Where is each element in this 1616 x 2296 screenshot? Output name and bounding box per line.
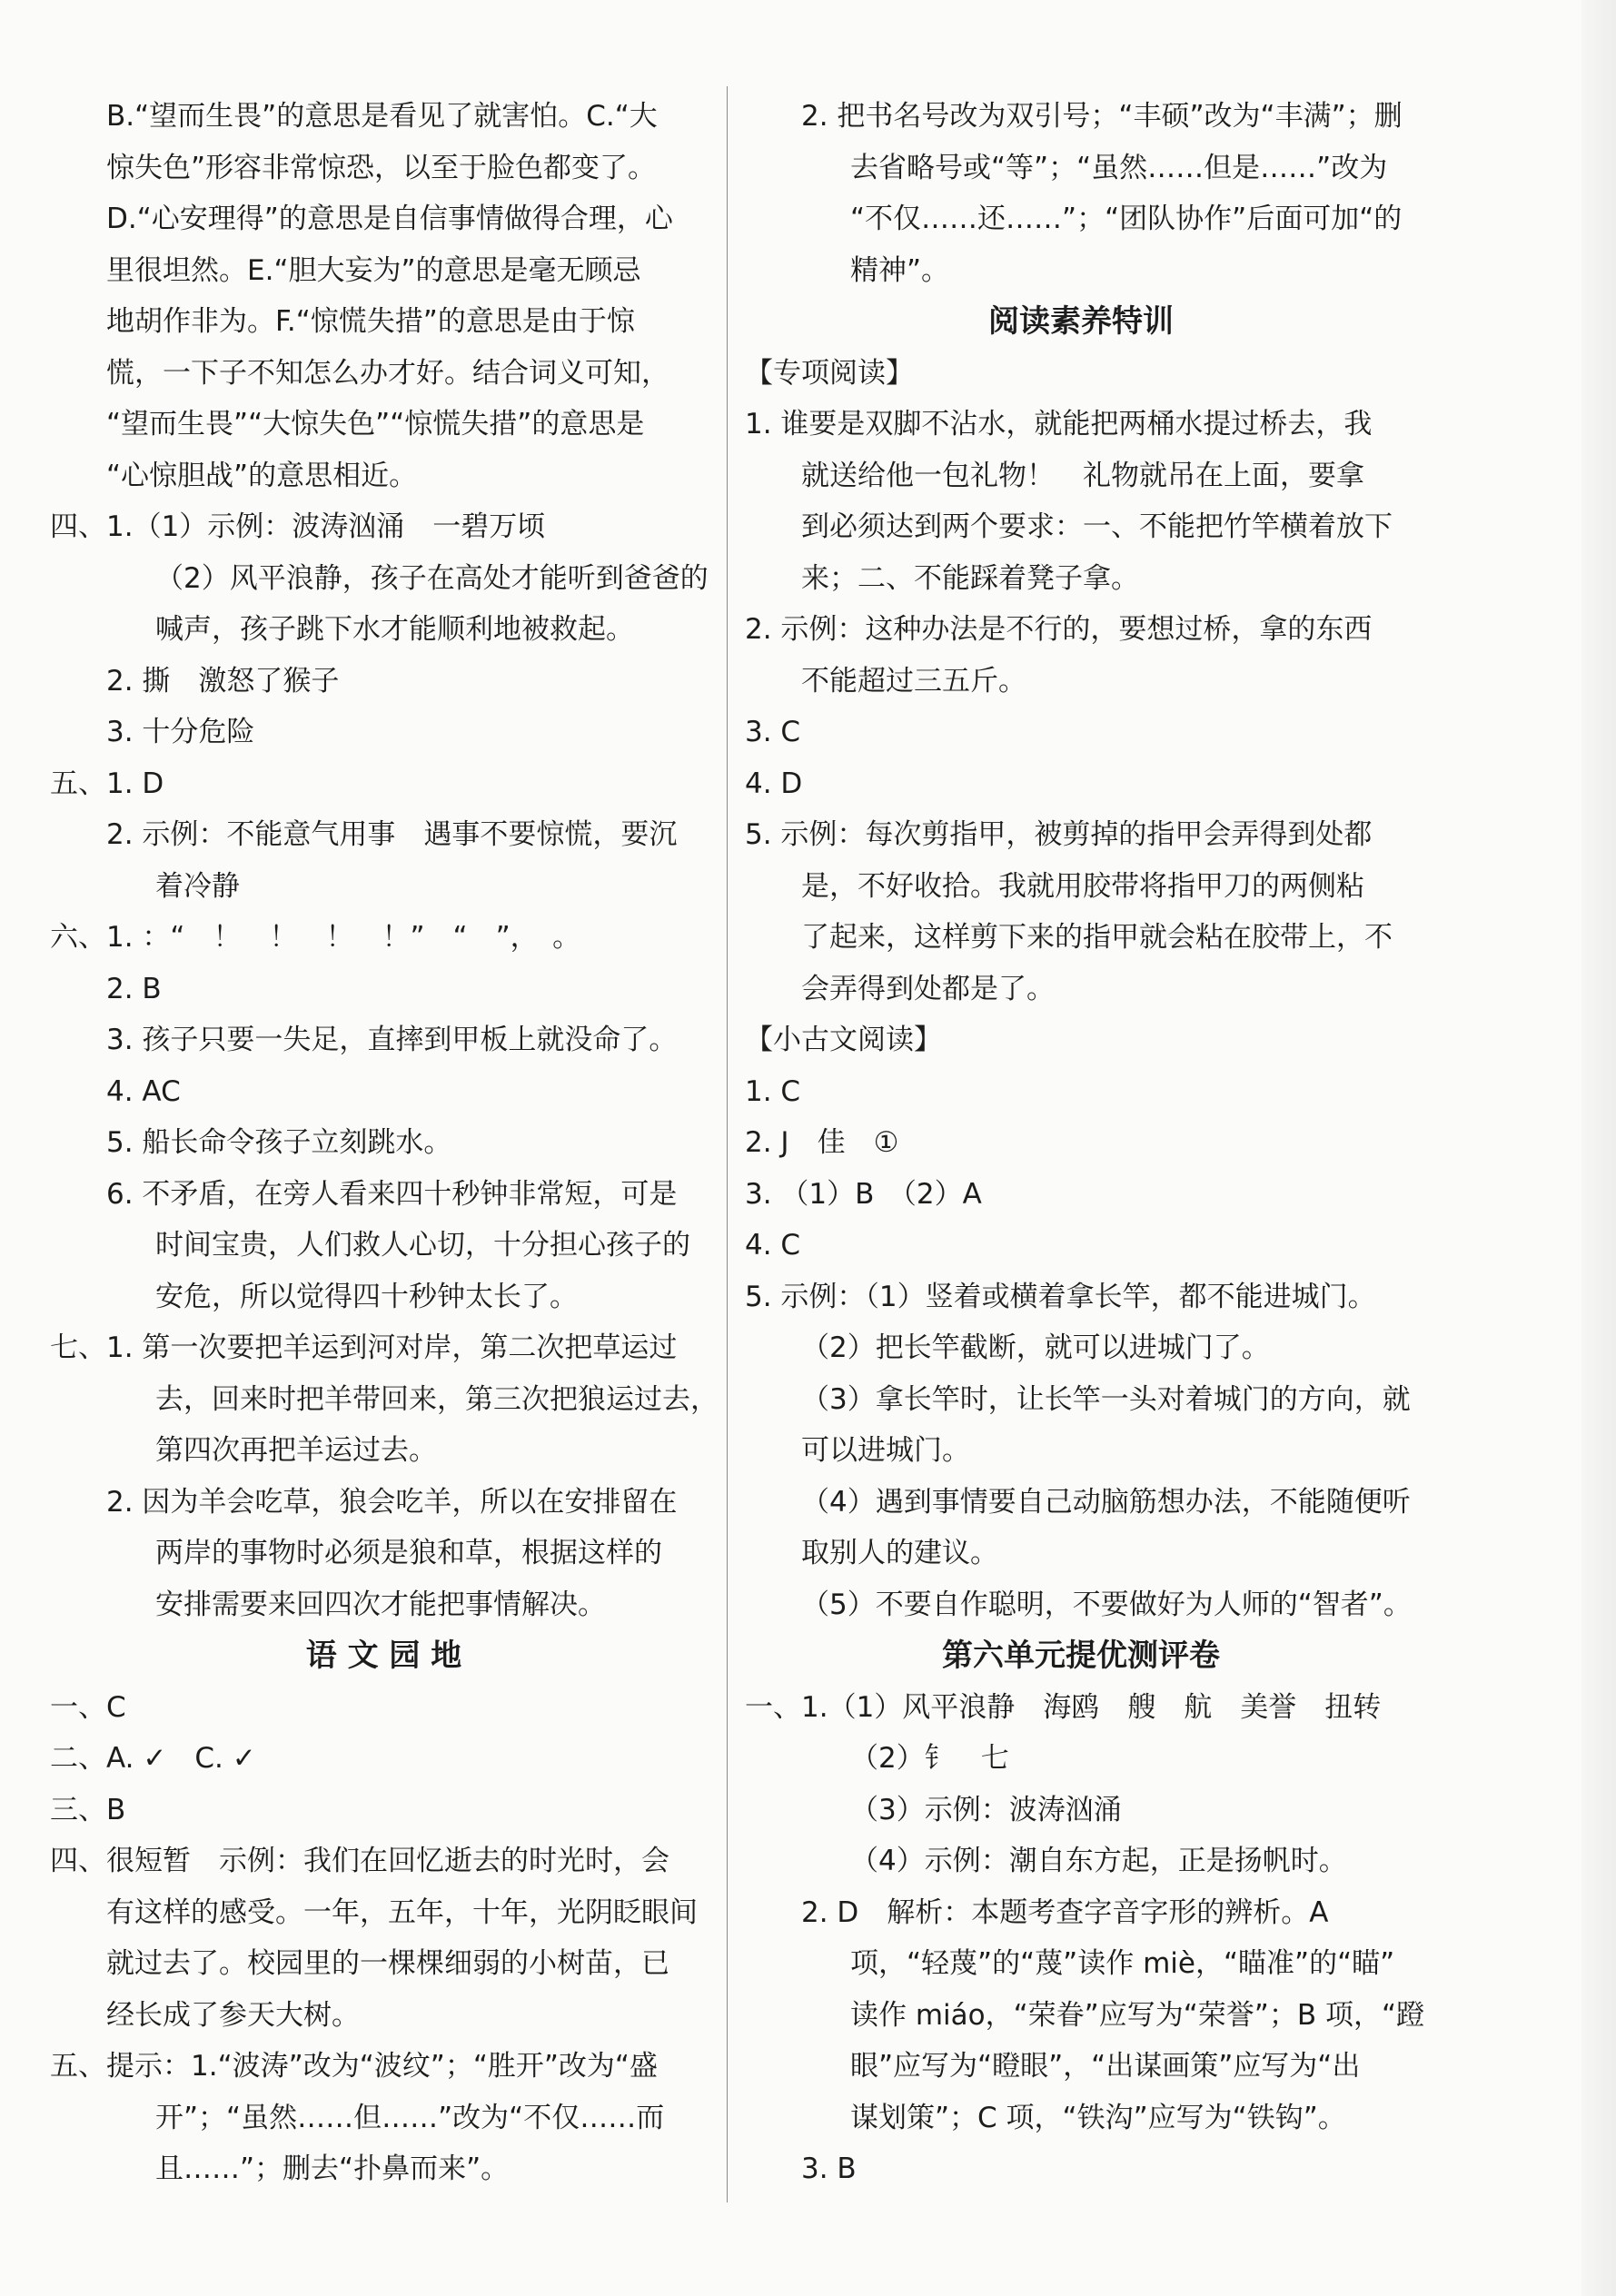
text-line: （4）示例：潮自东方起，正是扬帆时。 bbox=[850, 1845, 1347, 1877]
text-line: 喊声，孩子跳下水才能顺利地被救起。 bbox=[155, 613, 634, 646]
text-line: （2）钅 七 bbox=[850, 1742, 1009, 1775]
text-line: 第四次再把羊运过去。 bbox=[155, 1434, 437, 1467]
text-line: 五、1. D bbox=[50, 767, 164, 800]
text-line: 两岸的事物时必须是狼和草，根据这样的 bbox=[155, 1537, 662, 1569]
text-line: 5. 示例：每次剪指甲，被剪掉的指甲会弄得到处都 bbox=[745, 818, 1373, 851]
text-line: 【专项阅读】 bbox=[745, 356, 914, 390]
text-line: 2. 把书名号改为双引号；“丰硕”改为“丰满”；删 bbox=[801, 100, 1403, 133]
text-line: 眼”应写为“瞪眼”，“出谋画策”应写为“出 bbox=[850, 2050, 1361, 2083]
text-line: 安危，所以觉得四十秒钟太长了。 bbox=[155, 1280, 578, 1313]
text-line: 地胡作非为。F.“惊慌失措”的意思是由于惊 bbox=[106, 305, 635, 338]
text-line: 4. C bbox=[745, 1229, 801, 1262]
text-line: 是，不好收拾。我就用胶带将指甲刀的两侧粘 bbox=[801, 869, 1364, 903]
text-line: 2. 因为羊会吃草，狼会吃羊，所以在安排留在 bbox=[106, 1485, 678, 1519]
text-line: 3. 十分危险 bbox=[106, 716, 255, 748]
text-line: （3）拿长竿时，让长竿一头对着城门的方向，就 bbox=[801, 1382, 1411, 1416]
text-line: 四、1.（1）示例：波涛汹涌 一碧万顷 bbox=[50, 510, 546, 543]
text-line: 谋划策”；C 项，“铁沟”应写为“铁钩”。 bbox=[850, 2101, 1346, 2134]
text-line: 到必须达到两个要求：一、不能把竹竿横着放下 bbox=[801, 510, 1393, 543]
text-line: 2. 示例：这种办法是不行的，要想过桥，拿的东西 bbox=[745, 613, 1373, 646]
text-line: 安排需要来回四次才能把事情解决。 bbox=[155, 1588, 606, 1621]
text-line: 六、1. ：“ ！ ！ ！ ！” “ ”， 。 bbox=[50, 921, 581, 954]
text-line: 慌，一下子不知怎么办才好。结合词义可知， bbox=[106, 356, 669, 390]
text-line: 五、提示：1.“波涛”改为“波纹”；“胜开”改为“盛 bbox=[50, 2050, 658, 2083]
column-divider bbox=[727, 86, 728, 2202]
text-line: 2. B bbox=[106, 972, 162, 1005]
text-line: 2. 撕 激怒了猴子 bbox=[106, 664, 340, 698]
text-line: （5）不要自作聪明，不要做好为人师的“智者”。 bbox=[801, 1588, 1412, 1621]
text-line: （2）把长竿截断，就可以进城门了。 bbox=[801, 1331, 1270, 1364]
text-line: 1. 谁要是双脚不沾水，就能把两桶水提过桥去，我 bbox=[745, 408, 1373, 440]
text-line: 5. 船长命令孩子立刻跳水。 bbox=[106, 1126, 452, 1159]
text-line: 开”；“虽然……但……”改为“不仅……而 bbox=[155, 2101, 665, 2134]
text-line: （3）示例：波涛汹涌 bbox=[850, 1793, 1122, 1826]
text-line: 四、很短暂 示例：我们在回忆逝去的时光时，会 bbox=[50, 1845, 669, 1877]
left-column bbox=[50, 91, 718, 2195]
text-line: B.“望而生畏”的意思是看见了就害怕。C.“大 bbox=[106, 100, 658, 133]
text-line: “不仅……还……”；“团队协作”后面可加“的 bbox=[850, 203, 1403, 235]
section-heading: 第六单元提优测评卷 bbox=[942, 1638, 1220, 1674]
text-line: 一、C bbox=[50, 1690, 126, 1724]
text-line: “心惊胆战”的意思相近。 bbox=[106, 459, 418, 492]
text-line: D.“心安理得”的意思是自信事情做得合理，心 bbox=[106, 203, 673, 235]
text-line: 里很坦然。E.“胆大妄为”的意思是毫无顾忌 bbox=[106, 253, 641, 287]
text-line: 经长成了参天大树。 bbox=[106, 1998, 360, 2032]
text-line: 3. （1）B （2）A bbox=[745, 1177, 982, 1211]
page-edge-shadow bbox=[1581, 0, 1616, 2296]
text-line: “望而生畏”“大惊失色”“惊慌失措”的意思是 bbox=[106, 408, 645, 440]
text-line: 可以进城门。 bbox=[801, 1434, 970, 1467]
text-line: 不能超过三五斤。 bbox=[801, 664, 1026, 698]
text-line: 去，回来时把羊带回来，第三次把狼运过去， bbox=[155, 1382, 719, 1416]
section-heading: 语 文 园 地 bbox=[305, 1638, 462, 1674]
text-line: 了起来，这样剪下来的指甲就会粘在胶带上，不 bbox=[801, 921, 1393, 954]
text-line: 6. 不矛盾，在旁人看来四十秒钟非常短，可是 bbox=[106, 1177, 678, 1211]
text-line: 项，“轻蔑”的“蔑”读作 miè，“瞄准”的“瞄” bbox=[850, 1947, 1395, 1980]
text-line: 3. 孩子只要一失足，直摔到甲板上就没命了。 bbox=[106, 1024, 678, 1056]
text-line: 就送给他一包礼物！ 礼物就吊在上面，要拿 bbox=[801, 459, 1364, 492]
text-line: 着冷静 bbox=[155, 869, 240, 903]
section-heading: 阅读素养特训 bbox=[988, 303, 1174, 340]
text-line: 4. AC bbox=[106, 1074, 181, 1108]
text-line: 4. D bbox=[745, 767, 803, 800]
text-line: 精神”。 bbox=[850, 253, 950, 287]
text-line: （2）风平浪静，孩子在高处才能听到爸爸的 bbox=[155, 561, 709, 595]
text-line: 2. D 解析：本题考查字音字形的辨析。A bbox=[801, 1895, 1329, 1929]
text-line: 有这样的感受。一年，五年，十年，光阴眨眼间 bbox=[106, 1895, 698, 1929]
text-line: 去省略号或“等”；“虽然……但是……”改为 bbox=[850, 151, 1388, 184]
text-line: 就过去了。校园里的一棵棵细弱的小树苗，已 bbox=[106, 1947, 669, 1980]
text-line: 会弄得到处都是了。 bbox=[801, 972, 1055, 1005]
text-line: 七、1. 第一次要把羊运到河对岸，第二次把草运过 bbox=[50, 1331, 678, 1364]
text-line: 2. J 佳 ① bbox=[745, 1126, 899, 1159]
text-line: 【小古文阅读】 bbox=[745, 1024, 942, 1056]
text-line: 时间宝贵，人们救人心切，十分担心孩子的 bbox=[155, 1229, 690, 1262]
text-line: 2. 示例：不能意气用事 遇事不要惊慌，要沉 bbox=[106, 818, 678, 851]
text-line: 来；二、不能踩着凳子拿。 bbox=[801, 561, 1139, 595]
text-line: 且……”；删去“扑鼻而来”。 bbox=[155, 2152, 510, 2185]
text-line: 3. B bbox=[801, 2152, 857, 2185]
text-line: （4）遇到事情要自己动脑筋想办法，不能随便听 bbox=[801, 1485, 1411, 1519]
text-line: 三、B bbox=[50, 1793, 126, 1826]
text-line: 取别人的建议。 bbox=[801, 1537, 998, 1569]
text-line: 二、A. ✓ C. ✓ bbox=[50, 1742, 256, 1775]
text-line: 读作 miáo，“荣眷”应写为“荣誉”；B 项，“蹬 bbox=[850, 1998, 1425, 2032]
text-line: 3. C bbox=[745, 716, 801, 748]
right-column bbox=[745, 91, 1425, 2195]
text-line: 惊失色”形容非常惊恐，以至于脸色都变了。 bbox=[106, 151, 657, 184]
text-line: 一、1.（1）风平浪静 海鸥 艘 航 美誉 扭转 bbox=[745, 1690, 1382, 1724]
text-line: 1. C bbox=[745, 1074, 801, 1108]
text-line: 5. 示例：（1）竖着或横着拿长竿，都不能进城门。 bbox=[745, 1280, 1376, 1313]
